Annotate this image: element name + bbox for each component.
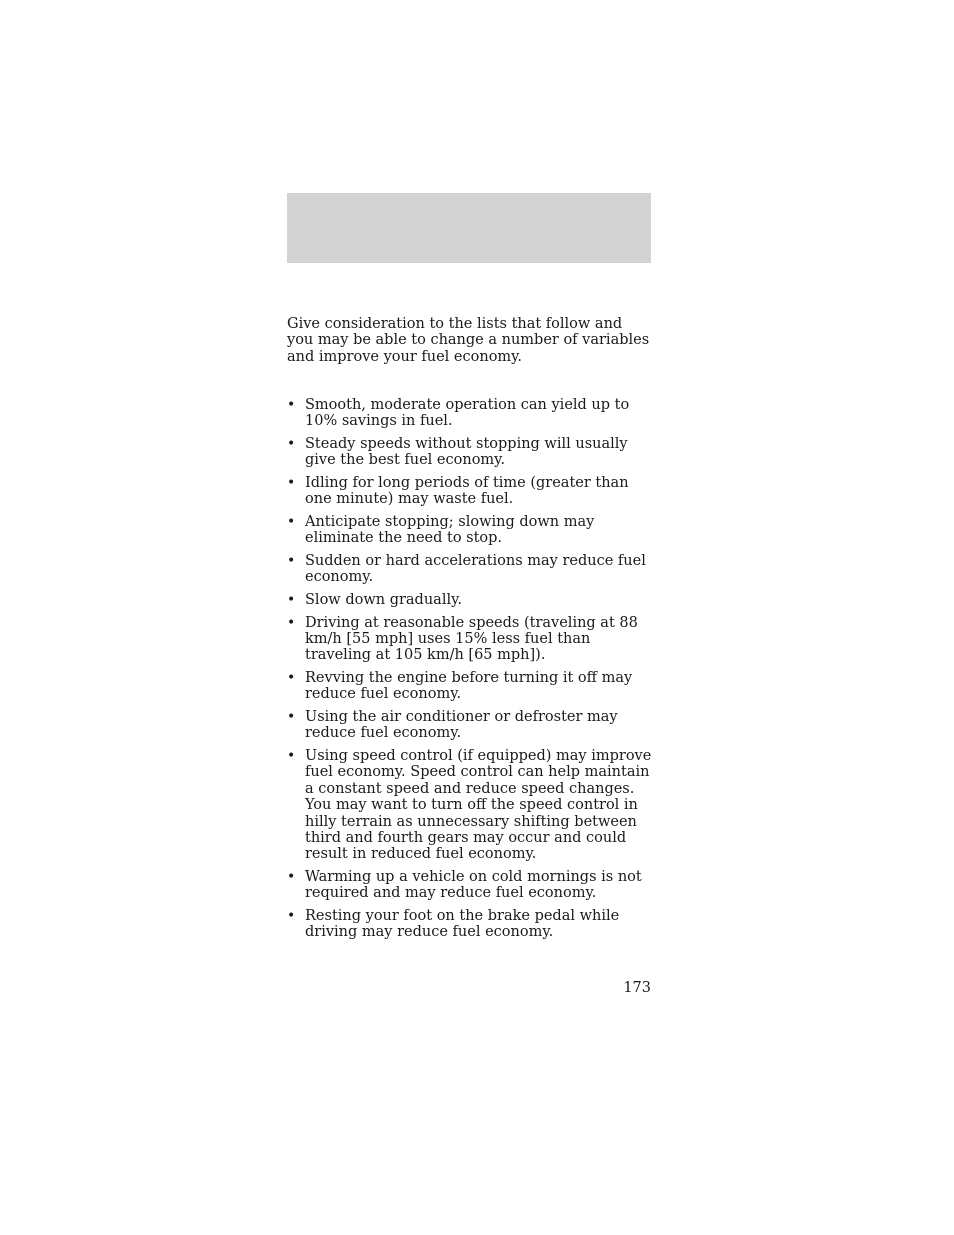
bullet-icon: • (287, 869, 296, 886)
tip-text: Steady speeds without stopping will usually give the best fuel economy. (305, 436, 628, 469)
list-item (287, 592, 653, 608)
bullet-icon: • (287, 436, 296, 452)
tip-text: Slow down gradually. (305, 592, 462, 608)
list-item (287, 553, 653, 586)
tip-text: Smooth, moderate operation can yield up to 10% savings in fuel. (305, 397, 630, 430)
intro-paragraph: Give consideration to the lists that follow and you may be able to change a number of variables and improve your fuel economy. (287, 316, 650, 365)
bullet-icon: • (287, 475, 296, 491)
list-item (287, 908, 653, 941)
section-header-band (287, 193, 651, 263)
list-item (287, 869, 653, 902)
list-item (287, 475, 653, 508)
tip-text: Driving at reasonable speeds (traveling at 88 km/h [55 mph] uses 15% less fuel than traveling at 105 km/h [65 mph]). (305, 614, 638, 664)
tip-text: Anticipate stopping; slowing down may eliminate the need to stop. (305, 514, 595, 547)
list-item (287, 670, 653, 703)
tip-text: Sudden or hard accelerations may reduce fuel economy. (305, 553, 646, 586)
tip-text: Revving the engine before turning it off may reduce fuel economy. (305, 670, 633, 703)
tip-text: Warming up a vehicle on cold mornings is not required and may reduce fuel economy. (305, 869, 642, 902)
tip-text: Using speed control (if equipped) may improve fuel economy. Speed control can help maintain a constant speed and reduce speed changes. You may want to turn off the speed control in hilly terrain as unnecessary shifting between third and fourth gears may occur and could result in reduced fuel economy. (305, 748, 652, 863)
list-item (287, 748, 653, 863)
tip-text: Using the air conditioner or defroster may reduce fuel economy. (305, 709, 618, 742)
bullet-icon: • (287, 908, 296, 925)
bullet-icon: • (287, 748, 296, 764)
list-item (287, 436, 653, 469)
bullet-icon: • (287, 670, 296, 686)
bullet-icon: • (287, 514, 296, 530)
list-item (287, 397, 653, 430)
bullet-icon: • (287, 553, 296, 569)
tip-text: Idling for long periods of time (greater than one minute) may waste fuel. (305, 475, 629, 508)
page-number: 173 (623, 980, 651, 996)
bullet-icon: • (287, 397, 296, 413)
list-item (287, 709, 653, 742)
bullet-icon: • (287, 592, 296, 608)
list-item (287, 615, 653, 664)
list-item (287, 514, 653, 547)
bullet-icon: • (287, 709, 296, 725)
bullet-icon: • (287, 614, 296, 631)
tip-text: Resting your foot on the brake pedal while driving may reduce fuel economy. (305, 908, 620, 941)
fuel-economy-tips-list (287, 397, 653, 947)
